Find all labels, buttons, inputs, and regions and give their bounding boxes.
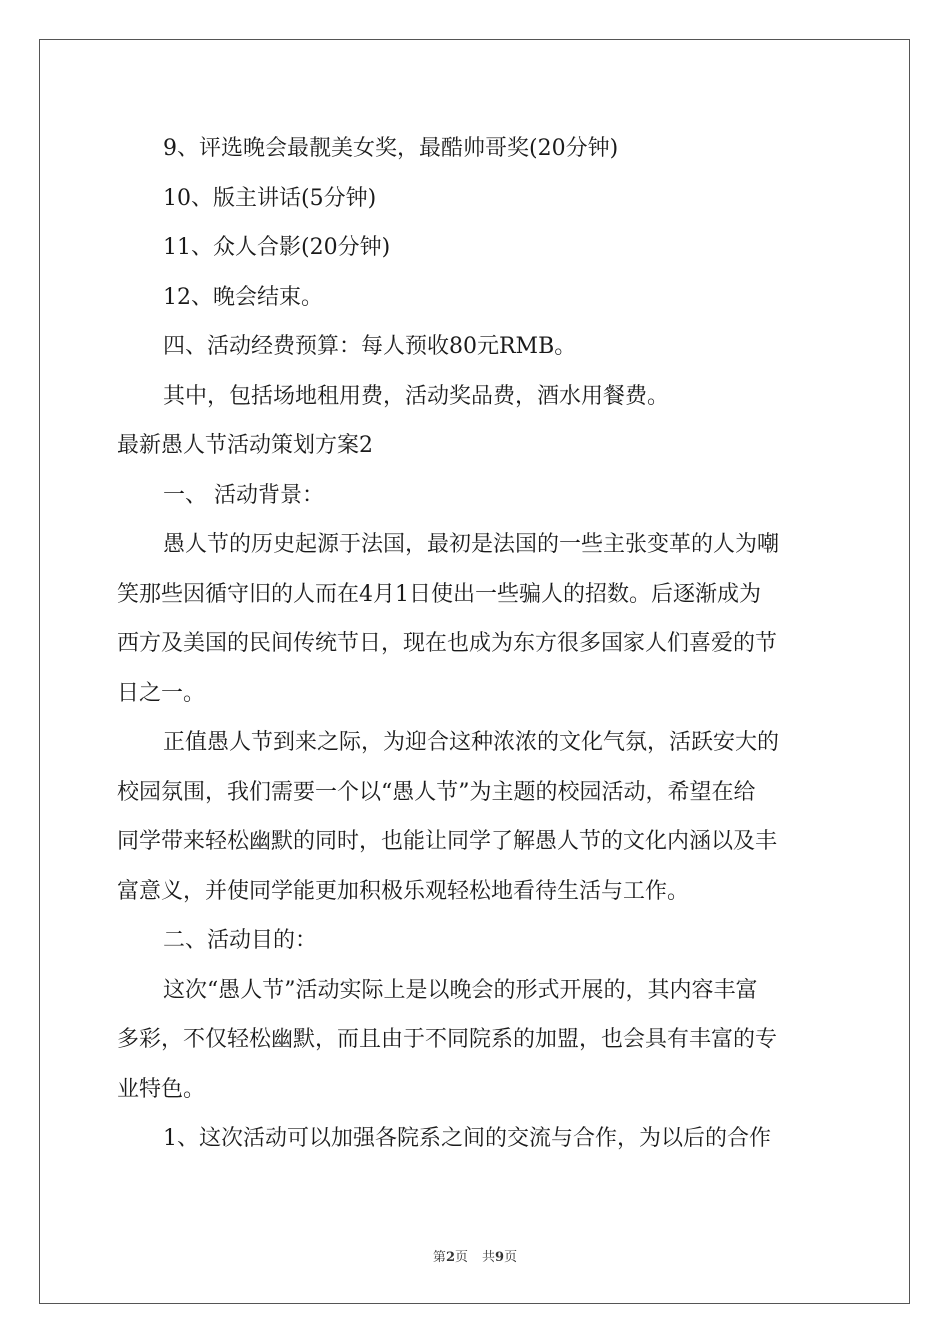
paragraph-line: 11、众人合影(20分钟): [163, 235, 391, 260]
paragraph-line: 10、版主讲话(5分钟): [163, 185, 377, 211]
paragraph-line: 愚人节的历史起源于法国，最初是法国的一些主张变革的人为嘲: [163, 532, 780, 557]
document-title: 最新愚人节活动策划方案2: [117, 433, 373, 458]
paragraph-line: 正值愚人节到来之际，为迎合这种浓浓的文化气氛，活跃安大的: [163, 730, 780, 755]
paragraph-line: 笑那些因循守旧的人而在4月1日使出一些骗人的招数。后逐渐成为: [117, 581, 761, 607]
paragraph-line: 其中，包括场地租用费，活动奖品费，酒水用餐费。: [163, 383, 670, 409]
paragraph-line: 9、评选晚会最靓美女奖，最酷帅哥奖(20分钟): [163, 136, 619, 161]
paragraph-line: 这次“愚人节”活动实际上是以晚会的形式开展的，其内容丰富: [163, 977, 758, 1003]
paragraph-line: 多彩，不仅轻松幽默，而且由于不同院系的加盟，也会具有丰富的专: [117, 1027, 778, 1052]
total-prefix: 共: [482, 1250, 496, 1265]
paragraph-line: 校园氛围，我们需要一个以“愚人节”为主题的校园活动，希望在给: [117, 779, 756, 805]
section-heading: 二、活动目的：: [163, 928, 318, 953]
document-body: [117, 124, 833, 1164]
paragraph-line: 业特色。: [117, 1076, 206, 1102]
current-page-number: 2: [445, 1250, 455, 1265]
page-footer: [0, 1246, 950, 1265]
paragraph-line: 12、晚会结束。: [163, 284, 323, 310]
section-heading: 四、活动经费预算：每人预收80元RMB。: [163, 334, 577, 359]
paragraph-line: 同学带来轻松幽默的同时，也能让同学了解愚人节的文化内涵以及丰: [117, 829, 778, 854]
total-page-count: 9: [495, 1250, 505, 1265]
page-prefix: 第: [432, 1250, 446, 1265]
paragraph-line: 富意义，并使同学能更加积极乐观轻松地看待生活与工作。: [117, 878, 690, 904]
page-suffix: 页: [454, 1250, 468, 1265]
paragraph-line: 1、这次活动可以加强各院系之间的交流与合作，为以后的合作: [163, 1126, 771, 1151]
section-heading: 一、 活动背景：: [163, 482, 324, 508]
total-suffix: 页: [504, 1250, 518, 1265]
paragraph-line: 西方及美国的民间传统节日，现在也成为东方很多国家人们喜爱的节: [117, 631, 778, 656]
paragraph-line: 日之一。: [117, 680, 206, 706]
